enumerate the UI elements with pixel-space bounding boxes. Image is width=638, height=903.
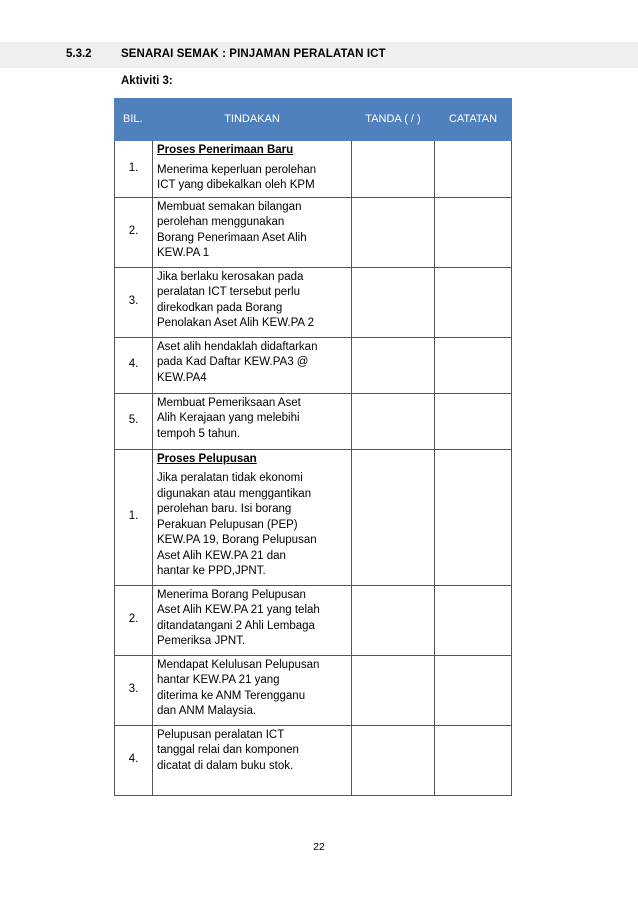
catatan-cell[interactable] [435, 141, 512, 198]
action-cell [153, 393, 352, 449]
action-text: Menerima Borang Pelupusan Aset Alih KEW.PA 21 yang telah ditandatangani 2 Ahli Lembaga Pemeriksa JPNT. [157, 588, 320, 647]
action-text: Pelupusan peralatan ICT tanggal relai dan komponen dicatat di dalam buku stok. [157, 728, 299, 772]
row-number: 3. [115, 655, 153, 725]
catatan-cell[interactable] [435, 337, 512, 393]
row-number: 3. [115, 267, 153, 337]
row-number: 2. [115, 197, 153, 267]
header-catatan: CATATAN [435, 99, 512, 141]
action-text: Membuat semakan bilangan perolehan menggunakan Borang Penerimaan Aset Alih KEW.PA 1 [157, 200, 307, 259]
row-number: 2. [115, 585, 153, 655]
tanda-checkbox-cell[interactable] [352, 197, 435, 267]
action-cell [153, 655, 352, 725]
row-number: 1. [115, 449, 153, 585]
table-row [115, 141, 512, 198]
tanda-checkbox-cell[interactable] [352, 337, 435, 393]
row-number: 4. [115, 337, 153, 393]
tanda-checkbox-cell[interactable] [352, 725, 435, 795]
action-cell [153, 337, 352, 393]
table-row [115, 393, 512, 449]
table-row [115, 725, 512, 795]
table-row [115, 267, 512, 337]
header-tindakan: TINDAKAN [153, 99, 352, 141]
catatan-cell[interactable] [435, 393, 512, 449]
table-row [115, 585, 512, 655]
catatan-cell[interactable] [435, 725, 512, 795]
catatan-cell[interactable] [435, 197, 512, 267]
catatan-cell[interactable] [435, 585, 512, 655]
row-number: 5. [115, 393, 153, 449]
table-header-row [115, 99, 512, 141]
section-title: SENARAI SEMAK : PINJAMAN PERALATAN ICT [121, 48, 386, 60]
table-row [115, 655, 512, 725]
row-number: 1. [115, 141, 153, 198]
tanda-checkbox-cell[interactable] [352, 393, 435, 449]
action-cell [153, 197, 352, 267]
action-cell [153, 585, 352, 655]
tanda-checkbox-cell[interactable] [352, 449, 435, 585]
tanda-checkbox-cell[interactable] [352, 655, 435, 725]
tanda-checkbox-cell[interactable] [352, 141, 435, 198]
header-tanda: TANDA ( / ) [352, 99, 435, 141]
action-cell [153, 725, 352, 795]
table-row [115, 337, 512, 393]
action-cell [153, 449, 352, 585]
page-number: 22 [313, 841, 325, 853]
header-bil: BIL. [115, 99, 153, 141]
row-number: 4. [115, 725, 153, 795]
action-text: Jika peralatan tidak ekonomi digunakan atau menggantikan perolehan baru. Isi borang Perakuan Pelupusan (PEP) KEW.PA 19, Borang Pelupusan Aset Alih KEW.PA 21 dan hantar ke PPD,JPNT. [157, 472, 317, 577]
tanda-checkbox-cell[interactable] [352, 585, 435, 655]
table-row [115, 197, 512, 267]
action-cell [153, 141, 352, 198]
action-text: Menerima keperluan perolehan ICT yang dibekalkan oleh KPM [157, 163, 317, 191]
activity-label: Aktiviti 3: [121, 75, 173, 87]
action-text: Membuat Pemeriksaan Aset Alih Kerajaan yang melebihi tempoh 5 tahun. [157, 396, 301, 440]
table-row [115, 449, 512, 585]
catatan-cell[interactable] [435, 449, 512, 585]
process-heading: Proses Penerimaan Baru [157, 144, 294, 156]
checklist-table [114, 98, 512, 796]
action-text: Jika berlaku kerosakan pada peralatan ICT tersebut perlu direkodkan pada Borang Penolakan Aset Alih KEW.PA 2 [157, 270, 315, 329]
action-text: Aset alih hendaklah didaftarkan pada Kad Daftar KEW.PA3 @ KEW.PA4 [157, 340, 318, 384]
catatan-cell[interactable] [435, 267, 512, 337]
section-number: 5.3.2 [66, 48, 92, 60]
process-heading: Proses Pelupusan [157, 452, 257, 465]
action-cell [153, 267, 352, 337]
catatan-cell[interactable] [435, 655, 512, 725]
action-text: Mendapat Kelulusan Pelupusan hantar KEW.PA 21 yang diterima ke ANM Terengganu dan ANM Malaysia. [157, 658, 320, 717]
tanda-checkbox-cell[interactable] [352, 267, 435, 337]
